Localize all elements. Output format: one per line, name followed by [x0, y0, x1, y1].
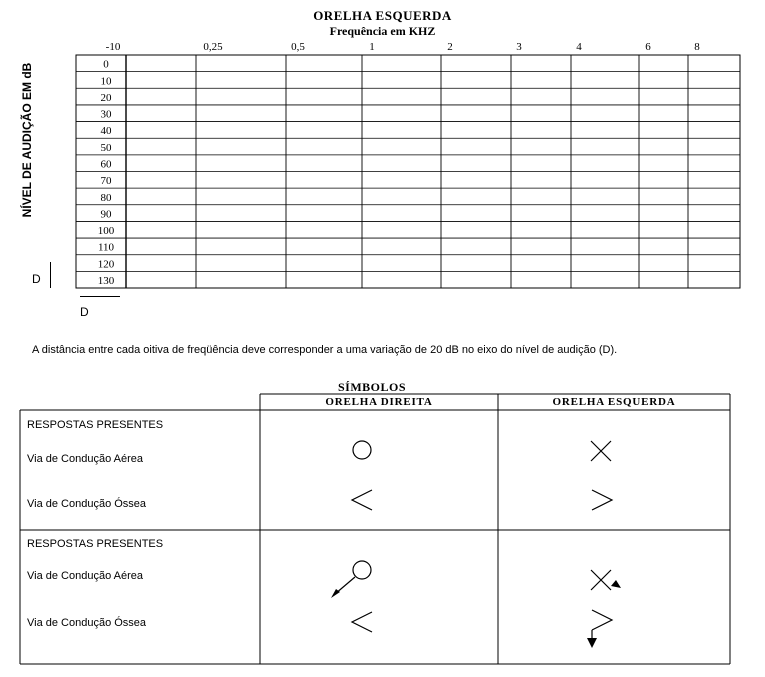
circle-arrow-icon: [353, 561, 371, 579]
greater-than-arrow-icon: [592, 610, 612, 630]
d-marker-bottom: D: [80, 305, 89, 319]
y-tick-label: 50: [100, 141, 112, 154]
x-tick-label: 1: [369, 41, 375, 53]
section-2-row-air: Via de Condução Aérea: [27, 570, 143, 582]
section-1-row-air: Via de Condução Aérea: [27, 453, 143, 465]
section-2-row-bone: Via de Condução Óssea: [27, 617, 147, 629]
x-tick-label: 0,5: [291, 41, 305, 53]
x-tick-label: 8: [694, 41, 700, 53]
spacing-note: A distância entre cada oitiva de freqüência deve corresponder a uma variação de 20 dB no eixo do nível de audição (D).: [32, 344, 618, 356]
circle-icon: [353, 441, 371, 459]
symbols-title: SÍMBOLOS: [338, 380, 407, 394]
x-tick-label: -10: [105, 41, 121, 53]
x-tick-label: 6: [645, 41, 651, 53]
x-tick-label: 3: [516, 41, 522, 53]
y-tick-label: 100: [97, 225, 115, 238]
y-tick-label: 90: [100, 208, 112, 221]
y-tick-label: 70: [100, 175, 112, 188]
greater-than-icon: [592, 490, 612, 510]
less-than-icon-2: [352, 612, 372, 632]
d-marker-left: D: [32, 272, 41, 286]
x-tick-label: 2: [447, 41, 453, 53]
section-2-header: RESPOSTAS PRESENTES: [27, 538, 164, 550]
col-header-right-ear: ORELHA DIREITA: [325, 396, 433, 408]
level-lines: [76, 72, 740, 272]
arrowhead-down-right: [611, 580, 621, 588]
x-icon: [591, 441, 611, 461]
d-marker-bar-horizontal: [80, 296, 120, 297]
y-tick-label: 130: [97, 275, 115, 287]
y-tick-label: 80: [100, 191, 112, 204]
y-tick-label: 40: [100, 125, 112, 138]
y-tick-labels: [98, 59, 115, 287]
section-1-row-bone: Via de Condução Óssea: [27, 498, 147, 510]
y-tick-label: 110: [97, 241, 115, 254]
x-tick-label: 4: [576, 41, 582, 53]
audiogram-subtitle: Frequência em KHZ: [329, 24, 436, 38]
audiogram-title: ORELHA ESQUERDA: [313, 8, 452, 23]
y-tick-label: 20: [100, 91, 112, 104]
less-than-icon: [352, 490, 372, 510]
y-tick-label: 30: [100, 108, 112, 121]
y-tick-label: 0: [103, 58, 109, 71]
x-tick-label: 0,25: [203, 41, 223, 53]
d-marker-bar-vertical: [50, 262, 51, 288]
x-tick-labels: [106, 41, 701, 53]
section-1-header: RESPOSTAS PRESENTES: [27, 419, 164, 431]
y-tick-label: 60: [100, 158, 112, 171]
arrowhead-down: [587, 638, 597, 648]
x-arrow-icon: [591, 570, 611, 590]
y-tick-label: 10: [100, 75, 112, 88]
y-axis-label: NÍVEL DE AUDIÇÃO EM dB: [20, 62, 34, 218]
y-tick-label: 120: [97, 258, 115, 271]
col-header-left-ear: ORELHA ESQUERDA: [552, 396, 676, 408]
